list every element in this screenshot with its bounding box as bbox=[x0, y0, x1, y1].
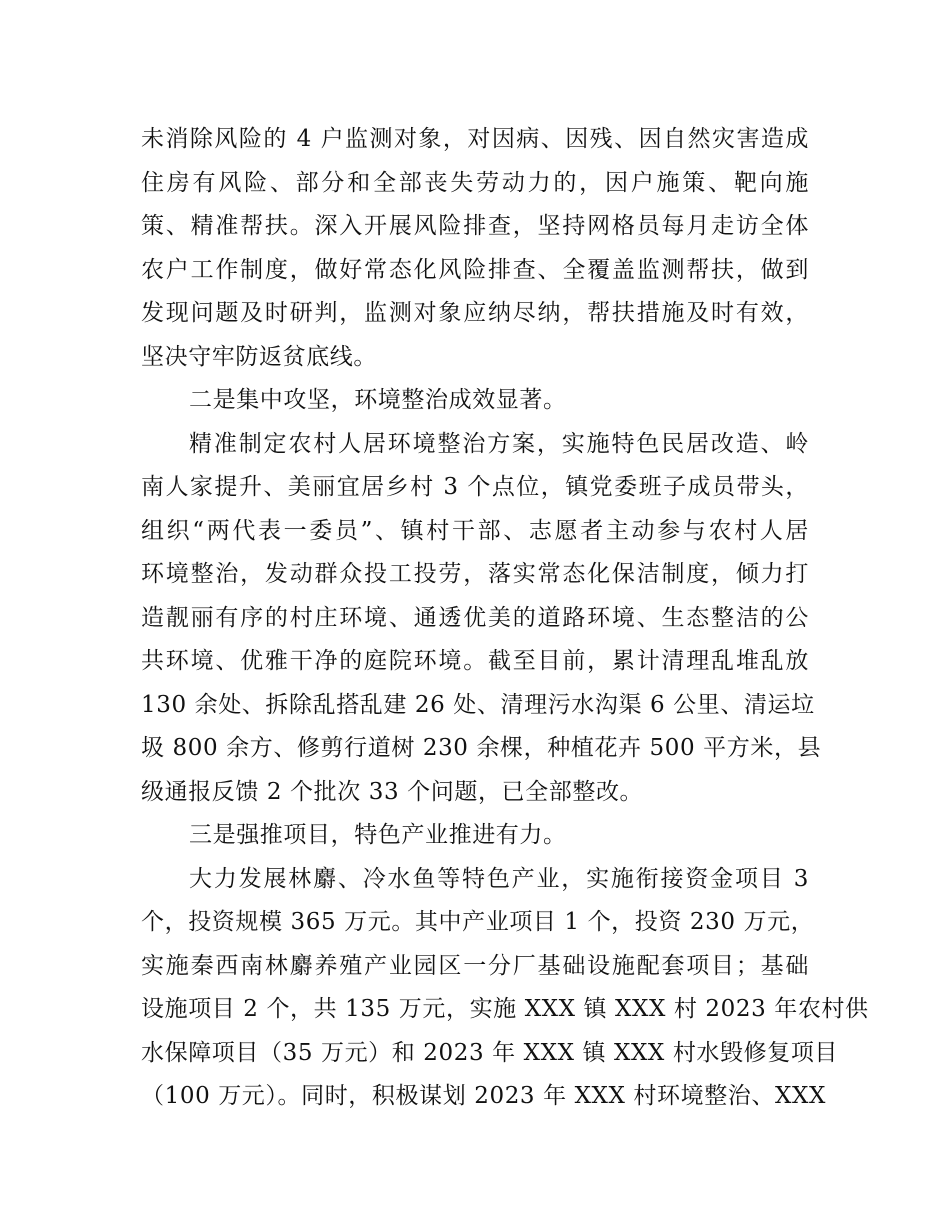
text-line: 未消除风险的 4 户监测对象，对因病、因残、因自然灾害造成 bbox=[141, 126, 809, 152]
text-line: 组织“两代表一委员”、镇村干部、志愿者主动参与农村人居 bbox=[141, 517, 809, 544]
section-heading: 二是集中攻坚，环境整治成效显著。 bbox=[189, 387, 567, 413]
text-line: 水保障项目（35 万元）和 2023 年 XXX 镇 XXX 村水毁修复项目 bbox=[141, 1039, 839, 1066]
text-line: 圾 800 余方、修剪行道树 230 余棵，种植花卉 500 平方米，县 bbox=[141, 735, 822, 761]
text-line: 精准制定农村人居环境整治方案，实施特色民居改造、岭 bbox=[189, 430, 809, 457]
text-line: 大力发展林麝、冷水鱼等特色产业，实施衔接资金项目 3 bbox=[189, 865, 809, 892]
text-line: 130 余处、拆除乱搭乱建 26 处、清理污水沟渠 6 公里、清运垃 bbox=[141, 691, 815, 718]
text-line: 设施项目 2 个，共 135 万元，实施 XXX 镇 XXX 村 2023 年农村供 bbox=[141, 996, 869, 1022]
document-body bbox=[141, 118, 869, 1119]
text-line: 农户工作制度，做好常态化风险排查、全覆盖监测帮扶，做到 bbox=[141, 256, 809, 283]
text-line: 级通报反馈 2 个批次 33 个问题，已全部整改。 bbox=[141, 778, 644, 805]
text-line: 南人家提升、美丽宜居乡村 3 个点位，镇党委班子成员带头， bbox=[141, 474, 809, 500]
text-line: 实施秦西南林麝养殖产业园区一分厂基础设施配套项目；基础 bbox=[141, 952, 809, 979]
text-line: 坚决守牢防返贫底线。 bbox=[141, 343, 377, 370]
section-heading: 三是强推项目，特色产业推进有力。 bbox=[189, 822, 567, 848]
text-line: （100 万元）。同时，积极谋划 2023 年 XXX 村环境整治、XXX bbox=[141, 1083, 826, 1109]
text-line: 住房有风险、部分和全部丧失劳动力的，因户施策、靶向施 bbox=[141, 169, 809, 196]
text-line: 策、精准帮扶。深入开展风险排查，坚持网格员每月走访全体 bbox=[141, 213, 809, 239]
text-line: 共环境、优雅干净的庭院环境。截至目前，累计清理乱堆乱放 bbox=[141, 648, 809, 674]
text-line: 环境整治，发动群众投工投劳，落实常态化保洁制度，倾力打 bbox=[141, 561, 809, 587]
text-line: 造靓丽有序的村庄环境、通透优美的道路环境、生态整洁的公 bbox=[141, 604, 809, 631]
text-line: 个，投资规模 365 万元。其中产业项目 1 个，投资 230 万元， bbox=[141, 909, 815, 935]
text-line: 发现问题及时研判，监测对象应纳尽纳，帮扶措施及时有效， bbox=[141, 300, 809, 326]
